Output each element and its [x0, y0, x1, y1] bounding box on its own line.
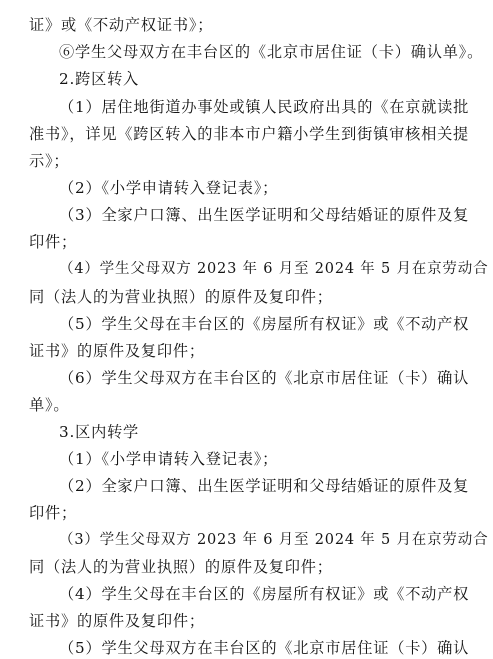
text-line: （5）学生父母双方在丰台区的《北京市居住证（卡）确认 — [59, 639, 470, 657]
text-line: （3）学生父母双方 2023 年 6 月至 2024 年 5 月在京劳动合 — [59, 532, 489, 548]
text-line: （5）学生父母在丰台区的《房屋所有权证》或《不动产权 — [59, 315, 470, 333]
text-line: 证书》的原件及复印件； — [29, 342, 205, 360]
text-line: （3）全家户口簿、出生医学证明和父母结婚证的原件及复 — [59, 206, 470, 224]
section-heading-cross-district: 2.跨区转入 — [59, 70, 140, 88]
text-line: 示》； — [29, 152, 70, 170]
text-line: 准书》，详见《跨区转入的非本市户籍小学生到街镇审核相关提 — [29, 125, 470, 143]
text-line: （4）学生父母双方 2023 年 6 月至 2024 年 5 月在京劳动合 — [59, 261, 489, 277]
text-line: （2）全家户口簿、出生医学证明和父母结婚证的原件及复 — [59, 477, 470, 495]
text-line: 印件； — [29, 504, 77, 522]
text-line: ⑥学生父母双方在丰台区的《北京市居住证（卡）确认单》。 — [59, 43, 484, 61]
text-line: （2）《小学申请转入登记表》； — [59, 179, 279, 197]
text-line: （4）学生父母在丰台区的《房屋所有权证》或《不动产权 — [59, 585, 470, 603]
text-line: 同（法人的为营业执照）的原件及复印件； — [29, 288, 333, 306]
text-line: （6）学生父母双方在丰台区的《北京市居住证（卡）确认 — [59, 369, 470, 387]
text-line: 同（法人的为营业执照）的原件及复印件； — [29, 558, 333, 576]
text-line: 单》。 — [29, 396, 70, 414]
section-heading-intra-district: 3.区内转学 — [59, 423, 140, 441]
text-line: 印件； — [29, 233, 77, 251]
text-line: 证书》的原件及复印件； — [29, 612, 205, 630]
text-line: 证》或《不动产权证书》； — [29, 16, 214, 34]
text-line: （1）居住地街道办事处或镇人民政府出具的《在京就读批 — [59, 98, 470, 116]
text-line: （1）《小学申请转入登记表》； — [59, 450, 279, 468]
